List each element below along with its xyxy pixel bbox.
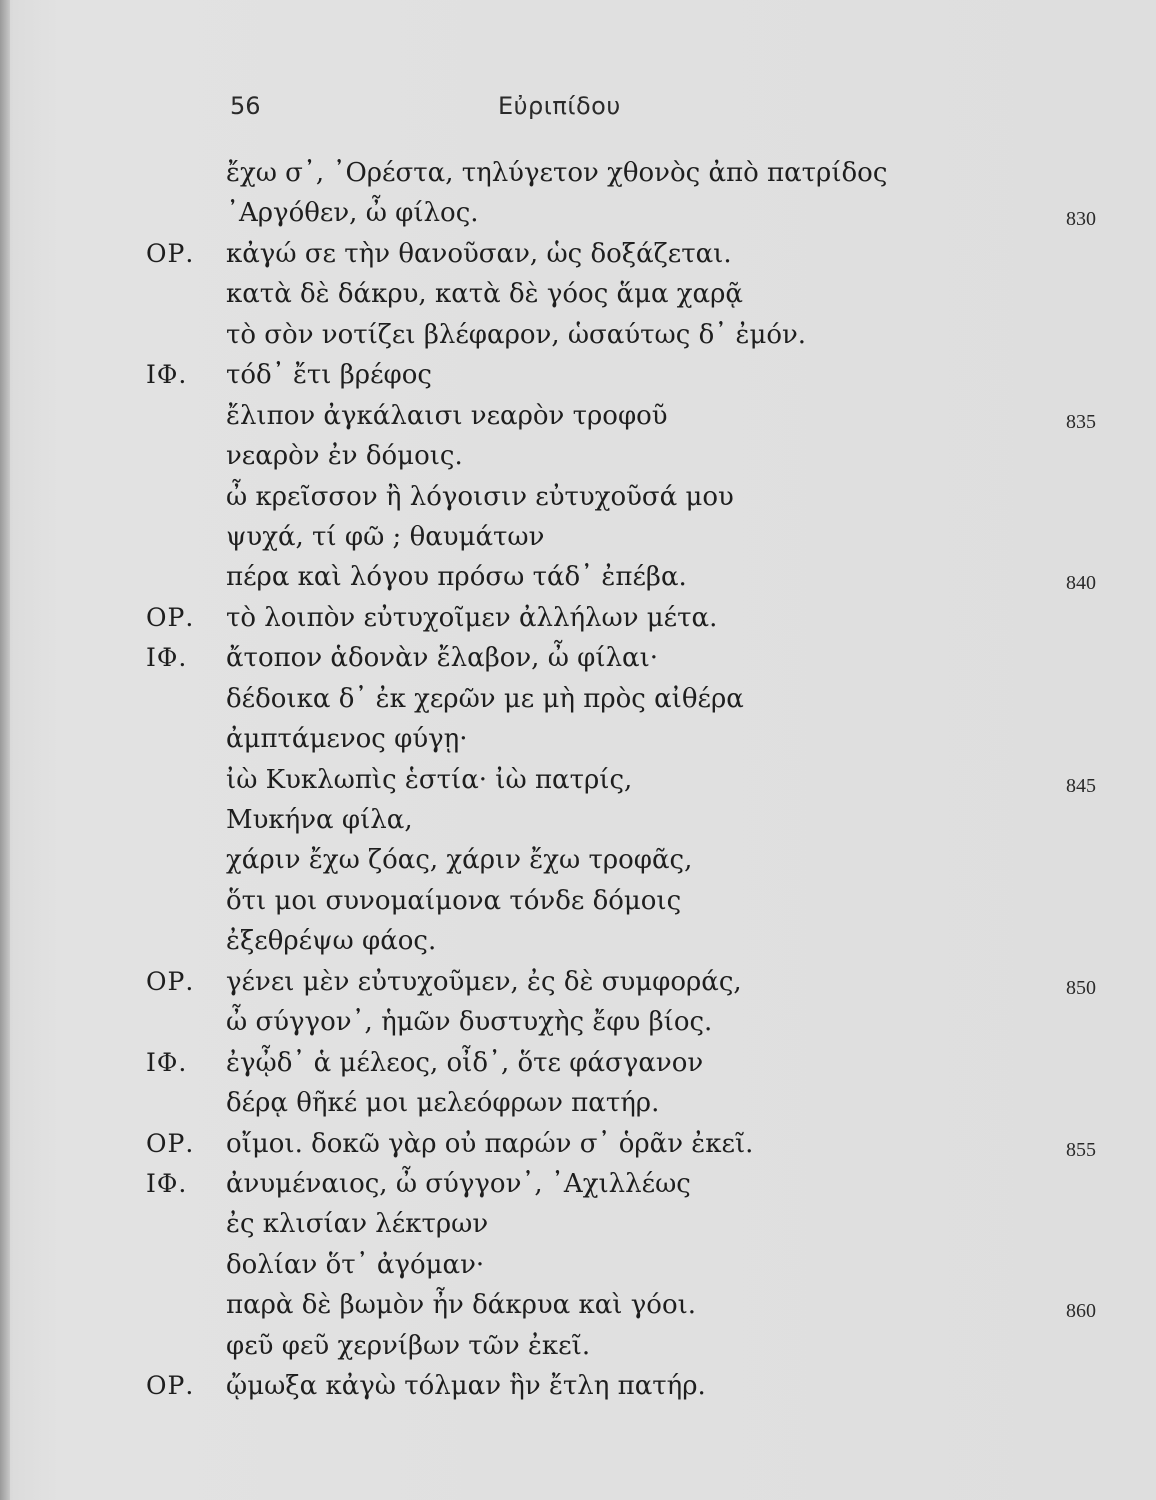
verse-text: παρὰ δὲ βωμὸν ἦν δάκρυα καὶ γόοι. (226, 1290, 697, 1321)
verse-line (0, 1246, 1156, 1286)
verse-text: ὅτι μοι συνομαίμονα τόνδε δόμοις (226, 885, 682, 916)
verse-text: τὸ λοιπὸν εὐτυχοῖμεν ἀλλήλων μέτα. (226, 602, 718, 633)
verse-text: ἀμπτάμενος φύγῃ· (226, 724, 468, 755)
verse-line (0, 639, 1156, 679)
verse-text: κἀγώ σε τὴν θανοῦσαν, ὡς δοξάζεται. (226, 238, 732, 269)
verse-text: ἔχω σ᾿, ᾿Ορέστα, τηλύγετον χθονὸς ἀπὸ πατρίδος (226, 158, 888, 188)
verse-text: δέδοικα δ᾿ ἐκ χερῶν με μὴ πρὸς αἰθέρα (226, 683, 744, 714)
verse-text: πέρα καὶ λόγου πρόσω τάδ᾿ ἐπέβα. (226, 562, 687, 593)
line-number: 860 (1066, 1300, 1096, 1323)
verse-line (0, 1367, 1156, 1407)
line-number: 835 (1066, 410, 1096, 433)
verse-line (0, 882, 1156, 922)
running-title: Εὐριπίδου (498, 92, 621, 120)
verse-line (0, 558, 1156, 598)
verse-text: δολίαν ὅτ᾿ ἀγόμαν· (226, 1249, 485, 1280)
verse-line (0, 963, 1156, 1003)
verse-text: ἰὼ Κυκλωπὶς ἑστία· ἰὼ πατρίς, (226, 764, 633, 795)
verse-text: ὦ κρεῖσσον ἢ λόγοισιν εὐτυχοῦσά μου (226, 481, 734, 512)
verse-text: οἴμοι. δοκῶ γὰρ οὐ παρών σ᾿ ὁρᾶν ἐκεῖ. (226, 1128, 754, 1159)
verse-text: ἀνυμέναιος, ὦ σύγγον᾿, ᾿Αχιλλέως (226, 1168, 691, 1199)
verse-line (0, 680, 1156, 720)
verse-line (0, 801, 1156, 841)
verse-text: ἐξεθρέψω φάος. (226, 926, 437, 957)
verse-text: δέρᾳ θῆκέ μοι μελεόφρων πατήρ. (226, 1088, 660, 1119)
verse-text: ἐγᾦδ᾿ ἁ μέλεος, οἶδ᾿, ὅτε φάσγανον (226, 1047, 704, 1078)
verse-line (0, 761, 1156, 801)
verse-line (0, 720, 1156, 760)
speaker-label: ΟΡ. (146, 1128, 195, 1158)
verse-text: Μυκήνα φίλα, (226, 805, 413, 835)
verse-text: ὦ σύγγον᾿, ἡμῶν δυστυχὴς ἔφυ βίος. (226, 1007, 713, 1038)
verse-line (0, 1003, 1156, 1043)
verse-text: τόδ᾿ ἔτι βρέφος (226, 360, 432, 391)
speaker-label: ΙΦ. (146, 643, 188, 673)
line-number: 845 (1066, 774, 1096, 797)
speaker-label: ΙΦ. (146, 360, 188, 390)
verse-line (0, 1044, 1156, 1084)
verse-line (0, 316, 1156, 356)
line-number: 850 (1066, 976, 1096, 999)
speaker-label: ΟΡ. (146, 966, 195, 996)
verse-text: ᾿Αργόθεν, ὦ φίλος. (226, 198, 479, 229)
verse-line (0, 922, 1156, 962)
verse-text: ἔλιπον ἀγκάλαισι νεαρὸν τροφοῦ (226, 400, 668, 431)
verse-line (0, 599, 1156, 639)
verse-line (0, 1286, 1156, 1326)
page-header (0, 92, 1156, 132)
verse-text: νεαρὸν ἐν δόμοις. (226, 441, 463, 472)
verse-text: χάριν ἔχω ζόας, χάριν ἔχω τροφᾶς, (226, 845, 693, 876)
verse-text: ἄτοπον ἁδονὰν ἔλαβον, ὦ φίλαι· (226, 643, 659, 674)
verse-line (0, 1327, 1156, 1367)
line-number: 840 (1066, 572, 1096, 595)
line-number: 855 (1066, 1138, 1096, 1161)
verse-line (0, 154, 1156, 194)
verse-line (0, 1165, 1156, 1205)
speaker-label: ΙΦ. (146, 1047, 188, 1077)
verse-text: ψυχά, τί φῶ ; θαυμάτων (226, 521, 545, 552)
verse-line (0, 1125, 1156, 1165)
verse-line (0, 478, 1156, 518)
verse-text: τὸ σὸν νοτίζει βλέφαρον, ὡσαύτως δ᾿ ἐμόν. (226, 319, 807, 350)
verse-line (0, 356, 1156, 396)
verse-line (0, 235, 1156, 275)
verse-text: ἐς κλισίαν λέκτρων (226, 1209, 489, 1240)
speaker-label: ΙΦ. (146, 1168, 188, 1198)
line-number: 830 (1066, 208, 1096, 231)
verse-line (0, 275, 1156, 315)
verse-line (0, 437, 1156, 477)
verse-line (0, 841, 1156, 881)
verse-line (0, 518, 1156, 558)
verse-text: γένει μὲν εὐτυχοῦμεν, ἐς δὲ συμφοράς, (226, 966, 742, 997)
verse-line (0, 1205, 1156, 1245)
speaker-label: ΟΡ. (146, 238, 195, 268)
verse-text: κατὰ δὲ δάκρυ, κατὰ δὲ γόος ἅμα χαρᾷ (226, 279, 743, 310)
verse-text: φεῦ φεῦ χερνίβων τῶν ἐκεῖ. (226, 1330, 591, 1361)
speaker-label: ΟΡ. (146, 602, 195, 632)
verse-line (0, 1084, 1156, 1124)
verse-line (0, 194, 1156, 234)
page-number: 56 (230, 92, 261, 120)
speaker-label: ΟΡ. (146, 1371, 195, 1401)
verse-text: ᾤμωξα κἀγὼ τόλμαν ἣν ἔτλη πατήρ. (226, 1371, 706, 1402)
verse-text-block (0, 154, 1156, 1408)
verse-line (0, 397, 1156, 437)
